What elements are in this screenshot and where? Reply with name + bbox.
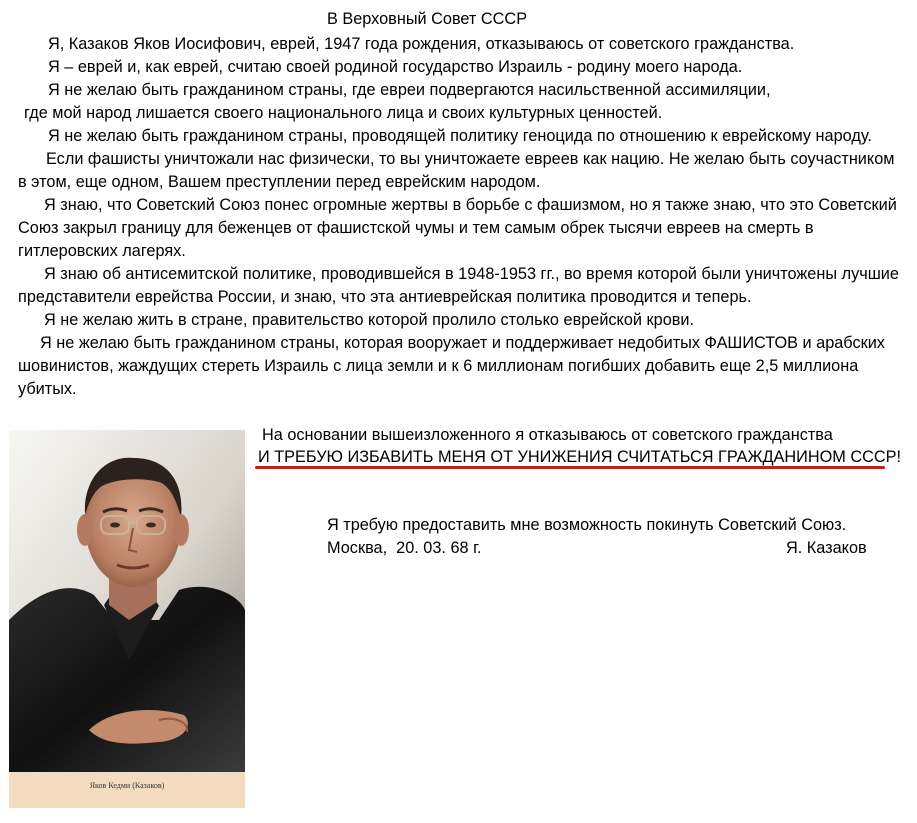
signature: Я. Казаков — [786, 539, 867, 557]
paragraph-genocide: Я не желаю быть гражданином страны, проводящей политику геноцида по отношению к еврейскому народу. — [48, 127, 872, 145]
paragraph-renunciation: Я, Казаков Яков Иосифович, еврей, 1947 года рождения, отказываюсь от советского гражданства. — [48, 35, 795, 53]
paragraph-assimilation: Я не желаю быть гражданином страны, где евреи подвергаются насильственной ассимиляции, — [48, 81, 771, 99]
request-line: Я требую предоставить мне возможность покинуть Советский Союз. — [327, 516, 847, 534]
portrait-photo — [9, 430, 245, 808]
letter-body — [18, 33, 903, 401]
paragraph-antisemitism: Я знаю об антисемитской политике, проводившейся в 1948-1953 гг., во время которой были уничтожены лучшие представители еврейства России, и знаю, что эта антиеврейская политика проводится и теперь. — [18, 265, 899, 306]
photo-caption: Яков Кедми (Казаков) — [89, 781, 165, 790]
paragraph-assimilation-cont: где мой народ лишается своего национального лица и своих культурных ценностей. — [24, 104, 663, 122]
paragraph-homeland: Я – еврей и, как еврей, считаю своей родиной государство Израиль - родину моего народа. — [48, 58, 743, 76]
place-date: Москва, 20. 03. 68 г. — [327, 539, 482, 557]
paragraph-arming: Я не желаю быть гражданином страны, которая вооружает и поддерживает недобитых ФАШИСТОВ и арабских шовинистов, жаждущих стереть Израиль с лица земли и к 6 миллионам погибших добавить еще 2,5 миллиона убитых. — [18, 334, 885, 398]
demand-red-underline — [255, 466, 885, 469]
letter-addressee: В Верховный Совет СССР — [327, 10, 528, 28]
demand-line: И ТРЕБУЮ ИЗБАВИТЬ МЕНЯ ОТ УНИЖЕНИЯ СЧИТАТЬСЯ ГРАЖДАНИНОМ СССР! — [258, 448, 902, 466]
paragraph-fascists: Если фашисты уничтожали нас физически, то вы уничтожаете евреев как нацию. Не желаю быть соучастником в этом, еще одном, Вашем преступлении перед еврейским народом. — [18, 150, 895, 191]
conclusion-line: На основании вышеизложенного я отказываюсь от советского гражданства — [262, 426, 833, 444]
paragraph-blood: Я не желаю жить в стране, правительство которой пролило столько еврейской крови. — [44, 311, 695, 329]
paragraph-border: Я знаю, что Советский Союз понес огромные жертвы в борьбе с фашизмом, но я также знаю, что это Советский Союз закрыл границу для беженцев от фашистской чумы и тем самым обрек тысячи евреев на смерть в гитлеровских лагерях. — [18, 196, 897, 260]
